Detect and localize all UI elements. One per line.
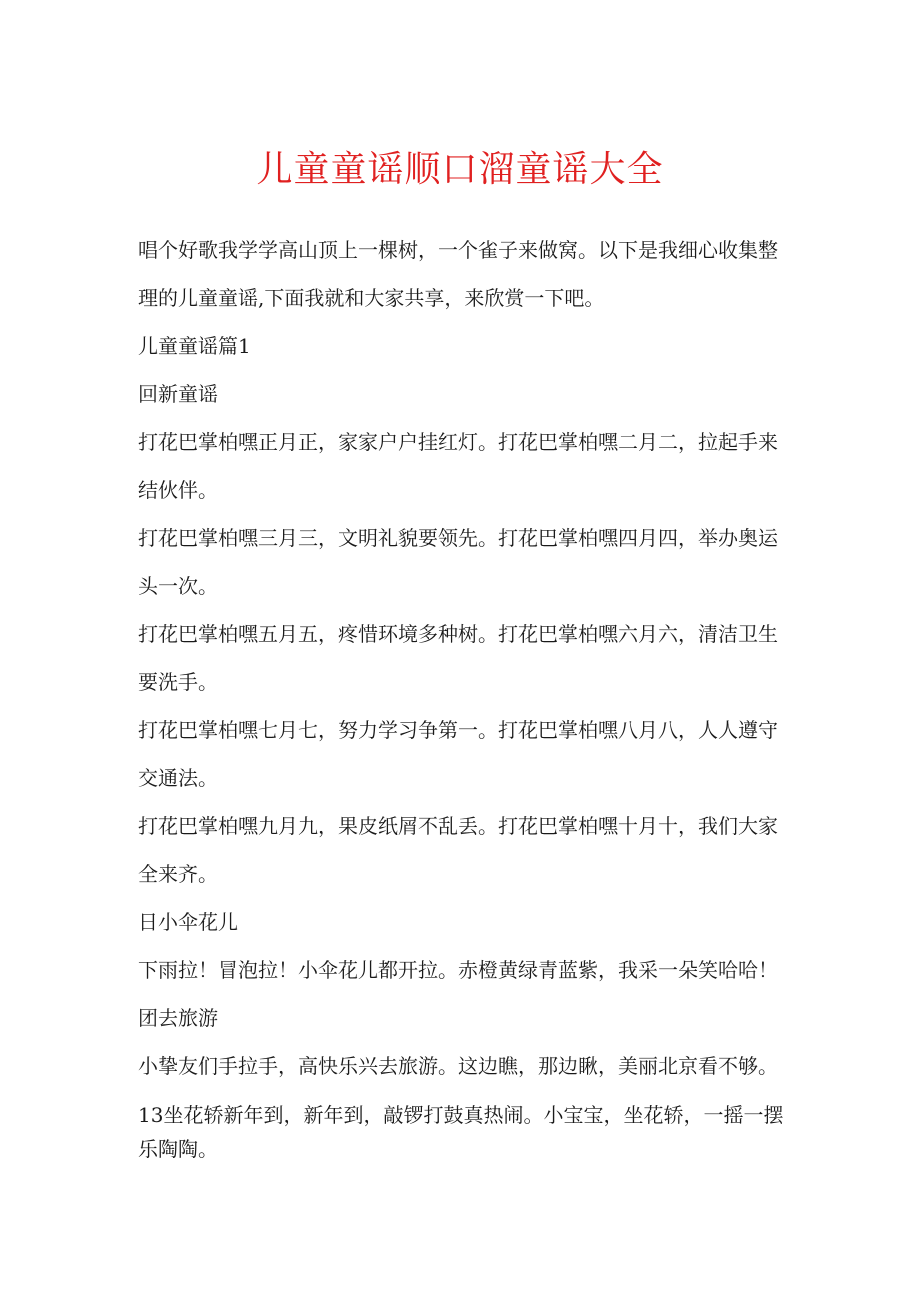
rhyme-verse: 下雨拉！冒泡拉！小伞花儿都开拉。赤橙黄绿青蓝紫，我采一朵笑哈哈！	[138, 958, 778, 982]
rhyme-verse: 13坐花轿新年到，新年到，敲锣打鼓真热闹。小宝宝，坐花轿，一摇一摆乐陶陶。	[138, 1103, 784, 1161]
rhyme-title: 回新童谣	[138, 382, 218, 406]
rhyme-verse: 打花巴掌柏嘿正月正，家家户户挂红灯。打花巴掌柏嘿二月二，拉起手来结伙伴。	[138, 430, 778, 502]
rhyme-title: 日小伞花儿	[138, 910, 238, 934]
rhyme-verse: 小挚友们手拉手，高快乐兴去旅游。这边瞧，那边瞅，美丽北京看不够。	[138, 1054, 778, 1078]
document-body	[138, 226, 788, 1166]
page-title: 儿童童谣顺口溜童谣大全	[256, 149, 664, 190]
rhyme-verse: 打花巴掌柏嘿三月三，文明礼貌要领先。打花巴掌柏嘿四月四，举办奥运头一次。	[138, 526, 778, 598]
rhyme-verse: 打花巴掌柏嘿九月九，果皮纸屑不乱丢。打花巴掌柏嘿十月十，我们大家全来齐。	[138, 814, 778, 886]
rhyme-verse: 打花巴掌柏嘿七月七，努力学习争第一。打花巴掌柏嘿八月八，人人遵守交通法。	[138, 718, 778, 790]
intro-paragraph: 唱个好歌我学学高山顶上一棵树，一个雀子来做窝。以下是我细心收集整理的儿童童谣,下面我就和大家共享，来欣赏一下吧。	[138, 238, 778, 310]
rhyme-verse: 打花巴掌柏嘿五月五，疼惜环境多种树。打花巴掌柏嘿六月六，清洁卫生要洗手。	[138, 622, 778, 694]
rhyme-title: 团去旅游	[138, 1006, 218, 1030]
section-heading: 儿童童谣篇1	[138, 334, 251, 358]
